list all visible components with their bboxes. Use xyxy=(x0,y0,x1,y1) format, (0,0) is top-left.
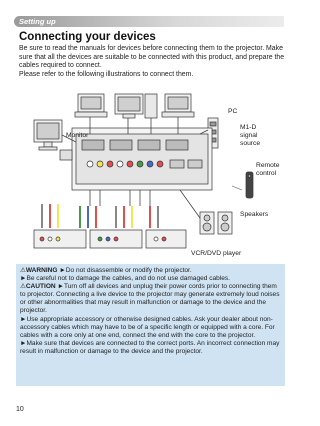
remote-control-label-2: control xyxy=(256,170,277,177)
caution-triangle-icon: ⚠ xyxy=(20,283,26,291)
signal-source-label-2: signal xyxy=(240,132,258,139)
av-cables xyxy=(42,204,158,228)
page-number: 10 xyxy=(16,406,24,413)
signal-source-label-1: M1-D xyxy=(240,124,257,131)
caution-line xyxy=(20,283,282,315)
vcr-dvd-label: VCR/DVD player xyxy=(191,250,242,257)
warning-text-2: ►Be careful not to damage the cables, and do not use damaged cables. xyxy=(20,275,230,283)
speakers-label: Speakers xyxy=(240,211,269,218)
monitor-label: Monitor xyxy=(66,132,89,139)
vcr-dvd-player-icon xyxy=(34,230,186,248)
caution-text-1: ►Turn off all devices and unplug their power cords prior to connecting them to projector. Connecting a live device to the projector may generate extremely loud noises or other abnormalities that may result in malfunction or damage to the device and the projector. xyxy=(20,283,280,315)
warning-triangle-icon: ⚠ xyxy=(20,267,26,274)
section-tab xyxy=(14,16,284,27)
caution-label: CAUTION xyxy=(25,283,56,291)
intro-text xyxy=(19,45,285,79)
caution-text-2: ►Use appropriate accessory or otherwise designed cables. Ask your dealer about non-accessory cables which may have to be of a specific length or equipped with a core. For cables with a core only at one end, connect the end with the core to the projector. xyxy=(20,315,275,339)
connection-illustration xyxy=(20,90,282,260)
warning-text xyxy=(20,267,282,356)
warning-box xyxy=(16,264,285,386)
pc-label: PC xyxy=(228,108,238,115)
section-label: Setting up xyxy=(19,17,56,26)
intro-paragraph-1: Be sure to read the manuals for devices before connecting them to the projector. Make sure that all the devices are suitable to be connected with this product, and prepare the cables required to connect. xyxy=(19,45,285,70)
pc-icon xyxy=(75,94,194,118)
page-title: Connecting your devices xyxy=(19,31,156,43)
warning-line xyxy=(20,267,282,275)
remote-control-icon xyxy=(232,172,253,198)
intro-paragraph-2: Please refer to the following illustrations to connect them. xyxy=(19,70,194,78)
warning-label: WARNING xyxy=(25,267,58,274)
caution-text-3: ►Make sure that devices are connected to the correct ports. An incorrect connection may result in malfunction or damage to the device and the projector. xyxy=(20,339,280,355)
monitor-icon xyxy=(34,120,62,150)
warning-text-1: ►Do not disassemble or modify the projector. xyxy=(59,267,192,274)
signal-source-label-3: source xyxy=(240,140,261,147)
speakers-icon xyxy=(200,212,232,234)
connection-diagram xyxy=(20,90,282,260)
remote-control-label-1: Remote xyxy=(256,162,280,169)
